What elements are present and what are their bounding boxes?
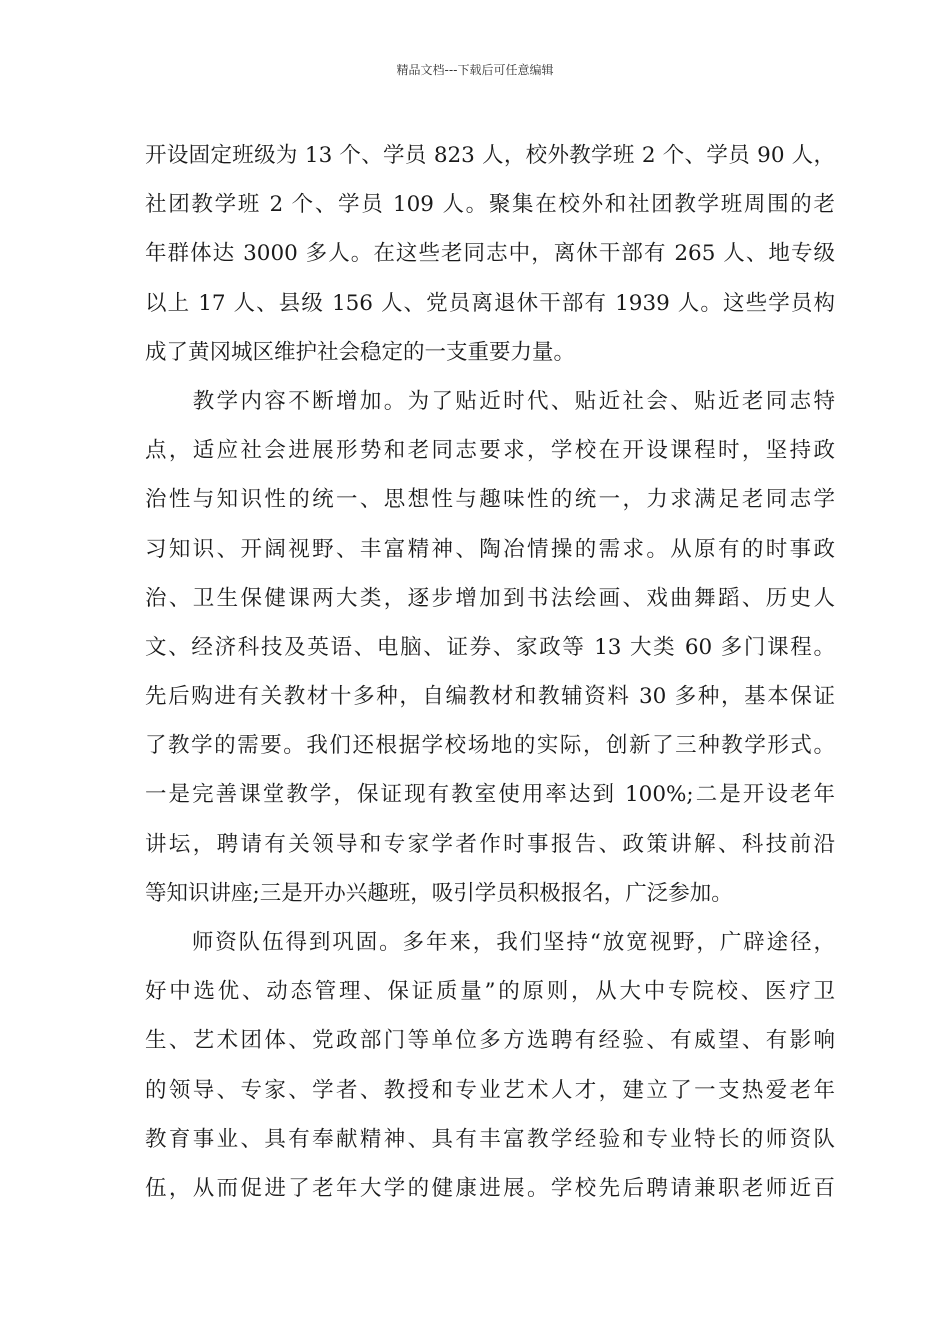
document-body — [145, 131, 835, 1213]
text-line: 先后购进有关教材十多种，自编教材和教辅资料 30 多种，基本保证 — [145, 684, 835, 710]
text-line: 社团教学班 2 个、学员 109 人。聚集在校外和社团教学班周围的老 — [145, 192, 835, 218]
text-line: 治、卫生保健课两大类，逐步增加到书法绘画、戏曲舞蹈、历史人 — [145, 585, 835, 611]
text-line: 治性与知识性的统一、思想性与趣味性的统一，力求满足老同志学 — [145, 487, 835, 513]
page-header: 精品文档---下载后可任意编辑 — [396, 63, 554, 77]
paragraph-2 — [145, 377, 835, 918]
text-line: 教学内容不断增加。为了贴近时代、贴近社会、贴近老同志特 — [145, 388, 835, 414]
text-line: 以上 17 人、县级 156 人、党员离退休干部有 1939 人。这些学员构 — [145, 290, 835, 316]
text-line: 文、经济科技及英语、电脑、证券、家政等 13 大类 60 多门课程。 — [145, 634, 835, 660]
text-line: 讲坛，聘请有关领导和专家学者作时事报告、政策讲解、科技前沿 — [145, 831, 835, 857]
text-line: 了教学的需要。我们还根据学校场地的实际，创新了三种教学形式。 — [145, 733, 835, 759]
paragraph-3 — [145, 918, 835, 1213]
text-line: 好中选优、动态管理、保证质量”的原则，从大中专院校、医疗卫 — [145, 979, 835, 1005]
text-line: 生、艺术团体、党政部门等单位多方选聘有经验、有威望、有影响 — [145, 1028, 835, 1054]
text-line: 师资队伍得到巩固。多年来，我们坚持“放宽视野，广辟途径， — [145, 930, 835, 955]
text-line: 点，适应社会进展形势和老同志要求，学校在开设课程时，坚持政 — [145, 438, 835, 464]
text-line: 一是完善课堂教学，保证现有教室使用率达到 100%;二是开设老年 — [145, 782, 835, 808]
text-line: 的领导、专家、学者、教授和专业艺术人才，建立了一支热爱老年 — [145, 1077, 835, 1103]
text-line: 习知识、开阔视野、丰富精神、陶冶情操的需求。从原有的时事政 — [145, 536, 835, 562]
paragraph-1 — [145, 131, 835, 377]
text-line: 教育事业、具有奉献精神、具有丰富教学经验和专业特长的师资队 — [145, 1126, 835, 1152]
text-line: 年群体达 3000 多人。在这些老同志中，离休干部有 265 人、地专级 — [145, 241, 835, 267]
text-line: 等知识讲座;三是开办兴趣班，吸引学员积极报名，广泛参加。 — [145, 880, 733, 906]
text-line: 成了黄冈城区维护社会稳定的一支重要力量。 — [145, 339, 576, 365]
text-line: 伍，从而促进了老年大学的健康进展。学校先后聘请兼职老师近百 — [145, 1175, 835, 1201]
text-line: 开设固定班级为 13 个、学员 823 人，校外教学班 2 个、学员 90 人， — [145, 143, 835, 168]
